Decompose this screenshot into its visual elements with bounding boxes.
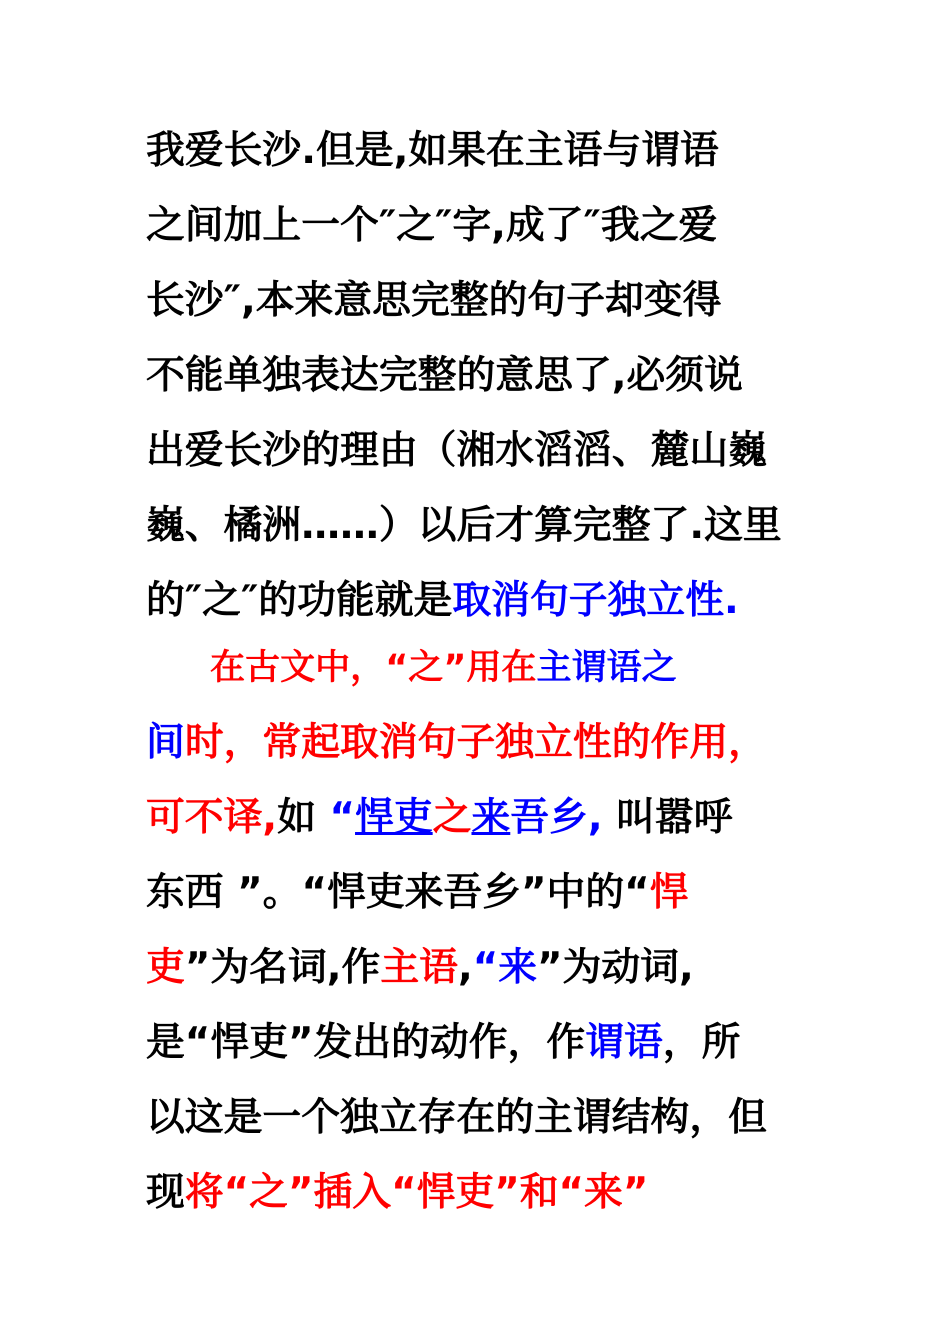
text-line-15 (146, 1163, 826, 1223)
text-line-11 (146, 863, 826, 923)
text-line-5 (146, 421, 826, 481)
highlight-red: 可不译, (146, 795, 278, 840)
highlight-red: 在古文中，“之”用在 (210, 647, 537, 688)
text-segment: 如 (277, 795, 330, 840)
text-line-4 (146, 346, 826, 406)
text-segment: 东西 ”。“悍吏来吾乡”中的“ (146, 870, 650, 915)
highlight-blue: 取消句子独立性. (452, 578, 739, 623)
text-segment: 长沙″,本来意思完整的句子却变得 (146, 278, 722, 323)
highlight-red: 时，常起取消句子独立性的作用， (184, 720, 767, 765)
text-line-2 (146, 196, 826, 256)
highlight-red: 之 (432, 795, 472, 840)
highlight-blue: 间 (146, 720, 185, 765)
highlight-blue: 谓语 (585, 1020, 663, 1065)
text-segment: 我爱长沙.但是,如果在主语与谓语 (146, 128, 719, 173)
text-line-1 (146, 121, 826, 181)
highlight-red: 吏 (146, 945, 185, 990)
text-line-13 (146, 1013, 826, 1073)
text-line-9 (146, 713, 826, 773)
text-line-3 (146, 271, 826, 331)
highlight-blue: “来 (472, 945, 538, 990)
text-segment: 现 (146, 1170, 185, 1215)
underlined-term: 悍吏 (355, 795, 433, 840)
highlight-red: 悍 (649, 870, 689, 915)
text-segment: 不能单独表达完整的意思了,必须说 (146, 353, 743, 398)
highlight-red: 将“之”插入“悍吏”和“来” (184, 1170, 649, 1215)
text-segment: 叫嚣呼 (602, 795, 733, 840)
text-segment: 的″之″的功能就是 (146, 578, 453, 623)
text-segment: 出爱长沙的理由（湘水滔滔、麓山巍 (146, 428, 767, 473)
text-line-14 (146, 1088, 826, 1148)
text-segment: 巍、橘洲……）以后才算完整了.这里 (146, 503, 782, 548)
text-line-7 (146, 571, 826, 631)
text-line-12 (146, 938, 826, 998)
highlight-blue: 主谓语之 (536, 647, 677, 688)
quote-mark: “ (329, 795, 356, 840)
text-segment: 以这是一个独立存在的主谓结构，但 (146, 1095, 767, 1140)
text-segment: ，所 (662, 1020, 741, 1065)
text-segment: ”为名词,作 (184, 945, 381, 990)
underlined-term: 来 (471, 795, 511, 840)
highlight-blue: 吾乡, (510, 795, 603, 840)
text-segment: 是“悍吏”发出的动作，作 (146, 1020, 586, 1065)
text-segment: ”为动词, (537, 945, 694, 990)
text-line-6 (146, 496, 826, 556)
text-segment: , (457, 945, 473, 990)
highlight-red: 主语 (380, 945, 458, 990)
text-segment: 之间加上一个″之″字,成了″我之爱 (146, 203, 718, 248)
text-line-8 (210, 638, 890, 698)
text-line-10 (146, 788, 826, 848)
